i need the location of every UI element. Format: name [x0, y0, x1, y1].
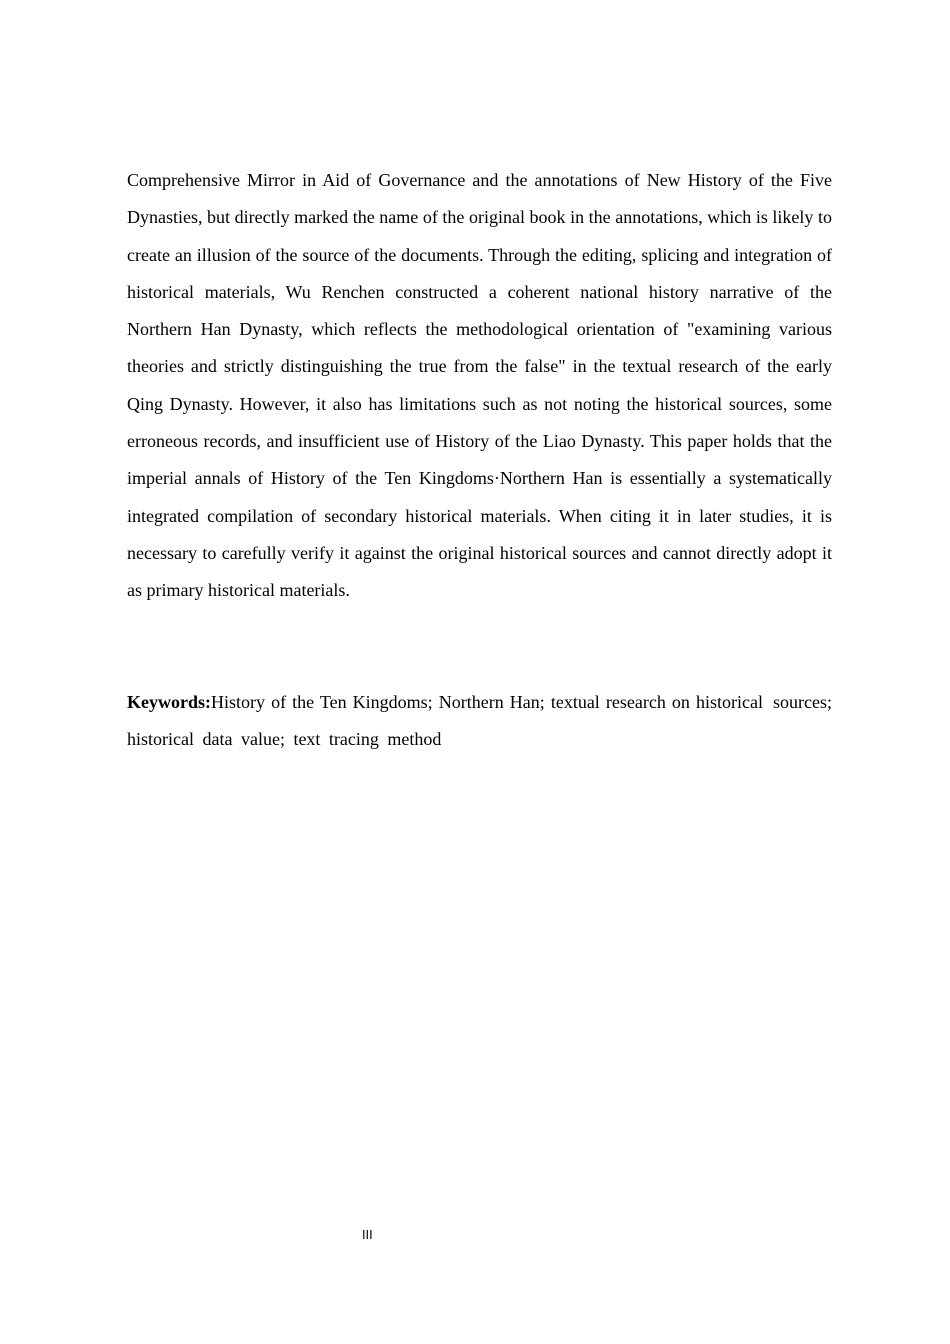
keywords-list-line2: historical sources; historical data value; text tracing method — [127, 692, 833, 750]
keywords-list-line1: History of the Ten Kingdoms; Northern Han; textual research on — [211, 692, 690, 712]
keywords-paragraph — [127, 684, 832, 759]
page-number: III — [362, 1228, 373, 1242]
keywords-label: Keywords: — [127, 692, 211, 712]
abstract-body: Comprehensive Mirror in Aid of Governance and the annotations of New History of the Five Dynasties, but directly marked the name of the original book in the annotations, which is likely to create an illusion of the source of the documents. Through the editing, splicing and integration of historical materials, Wu Renchen constructed a coherent national history narrative of the Northern Han Dynasty, which reflects the methodological orientation of "examining various theories and strictly distinguishing the true from the false" in the textual research of the early Qing Dynasty. However, it also has limitations such as not noting the historical sources, some erroneous records, and insufficient use of History of the Liao Dynasty. This paper holds that the imperial annals of History of the Ten Kingdoms·Northern Han is essentially a systematically integrated compilation of secondary historical materials. When citing it in later studies, it is necessary to carefully verify it against the original historical sources and cannot directly adopt it as primary historical materials. — [127, 170, 832, 601]
